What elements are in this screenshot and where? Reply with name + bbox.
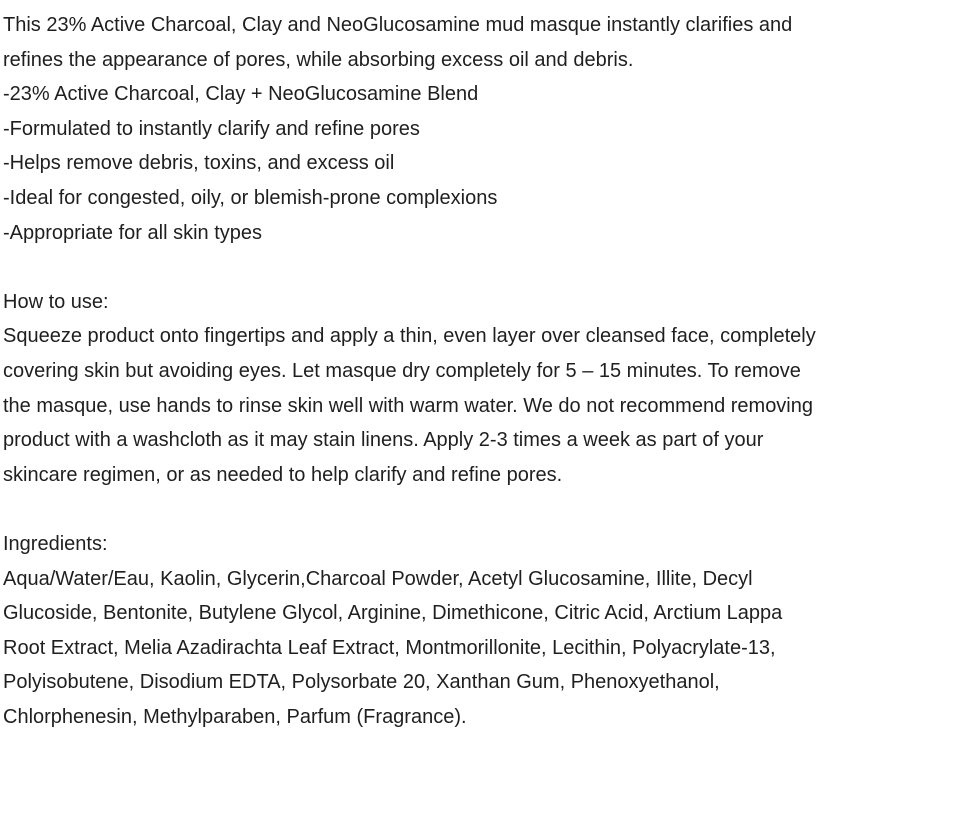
feature-item: -Appropriate for all skin types bbox=[3, 221, 263, 244]
ingredients-line: Root Extract, Melia Azadirachta Leaf Extract, Montmorillonite, Lecithin, Polyacrylate-13, bbox=[3, 636, 776, 659]
how-to-use-line: product with a washcloth as it may stain linens. Apply 2-3 times a week as part of your bbox=[3, 429, 764, 452]
feature-item: -Ideal for congested, oily, or blemish-prone complexions bbox=[3, 186, 498, 209]
blank-line bbox=[3, 250, 953, 285]
how-to-use-line: covering skin but avoiding eyes. Let masque dry completely for 5 – 15 minutes. To remove bbox=[3, 359, 801, 382]
ingredients-line: Aqua/Water/Eau, Kaolin, Glycerin,Charcoal Powder, Acetyl Glucosamine, Illite, Decyl bbox=[3, 567, 753, 590]
how-to-use-section bbox=[3, 285, 953, 493]
ingredients-section bbox=[3, 527, 953, 735]
feature-item: -23% Active Charcoal, Clay + NeoGlucosamine Blend bbox=[3, 83, 479, 106]
intro-line: refines the appearance of pores, while absorbing excess oil and debris. bbox=[3, 48, 634, 71]
how-to-use-line: Squeeze product onto fingertips and apply a thin, even layer over cleansed face, completely bbox=[3, 325, 816, 348]
how-to-use-heading: How to use: bbox=[3, 290, 109, 313]
feature-item: -Formulated to instantly clarify and refine pores bbox=[3, 117, 420, 140]
blank-line bbox=[3, 492, 953, 527]
ingredients-line: Glucoside, Bentonite, Butylene Glycol, Arginine, Dimethicone, Citric Acid, Arctium Lappa bbox=[3, 602, 783, 625]
product-description bbox=[3, 8, 953, 734]
intro-line: This 23% Active Charcoal, Clay and NeoGlucosamine mud masque instantly clarifies and bbox=[3, 14, 793, 36]
ingredients-heading: Ingredients: bbox=[3, 532, 108, 555]
ingredients-line: Chlorphenesin, Methylparaben, Parfum (Fragrance). bbox=[3, 705, 467, 728]
ingredients-line: Polyisobutene, Disodium EDTA, Polysorbate 20, Xanthan Gum, Phenoxyethanol, bbox=[3, 671, 720, 694]
feature-list bbox=[3, 77, 953, 250]
feature-item: -Helps remove debris, toxins, and excess oil bbox=[3, 152, 395, 175]
intro-paragraph bbox=[3, 8, 953, 77]
how-to-use-line: skincare regimen, or as needed to help clarify and refine pores. bbox=[3, 463, 563, 486]
how-to-use-line: the masque, use hands to rinse skin well with warm water. We do not recommend removing bbox=[3, 394, 813, 417]
